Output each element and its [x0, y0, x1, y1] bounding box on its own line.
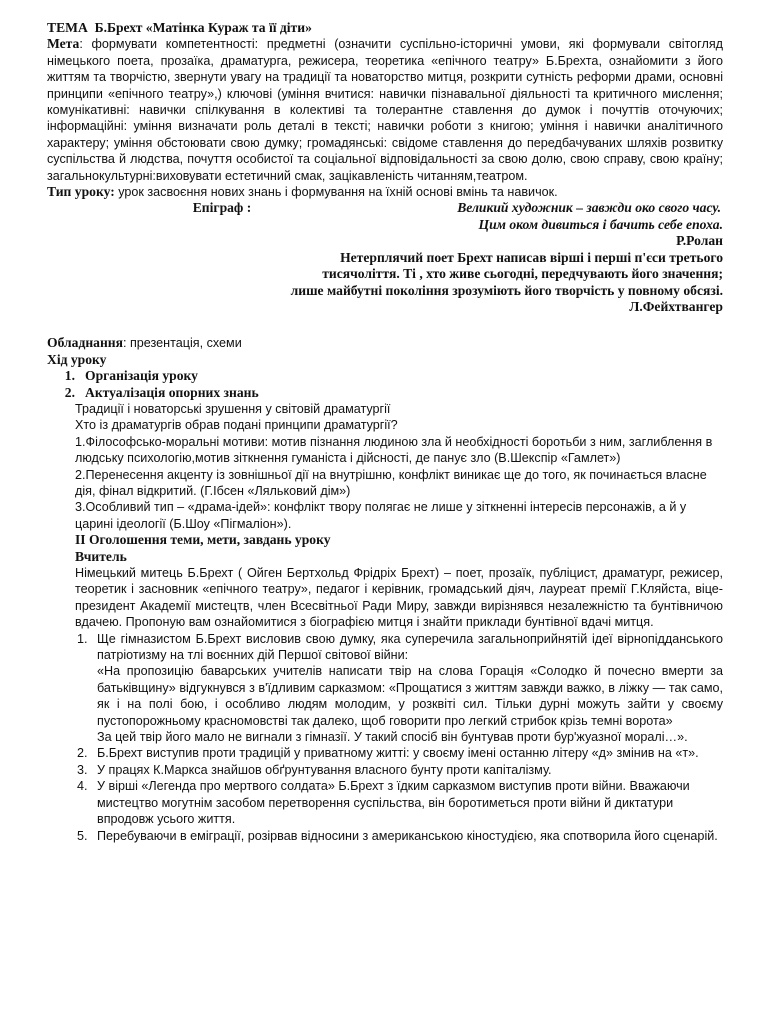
question-line: Хто із драматургів обрав подані принципи драматургії? [75, 418, 398, 433]
epigraph-quote2-line2: тисячоліття. Ті , хто живе сьогодні, передчувають його значення; [322, 266, 723, 282]
goal-text: : формувати компетентності: предметні (означити суспільно-історичні умови, які формували світогляд німецького поета, прозаїка, драматурга, режисера, теоретика «епічного театру» Б.Брехта, ознайомити з його життям та творчістю, звернути увагу на традиції та новаторство митця, розкрити сутність реформи драми, основні принципи «епічного театру»,) ключові (уміння вчитися: навички пізнавальної діяльності та критичного мислення; комунікативні: навички спілкування в колективі та толерантне ставлення до думок і почуттів оточуючих; інформаційні: уміння визначати роль деталі в тексті; навички роботи з книгою; уміння і навички аналітичного характеру; уміння обстоювати свою думку; громадянські: свідоме ставлення до передбачуваних шляхів розвитку суспільства й людства, почуття особистої та соціальної відповідальності за свою долю, свою справу, свою країну; загальнокультурні:виховувати естетичний смак, зацікавленість читанням,театром. [47, 37, 723, 183]
topic-line [47, 20, 723, 36]
fact-item: «На пропозицію баварських учителів написати твір на слова Горація «Солодко й почесно вмерти за батьківщину» відгукнувся з в'їдливим сарказмом: «Прощатися з життям завжди важко, в ліжку — так само, як і на полі бою, і особливо людям молодим, у розквіті сил. Тільки дурні можуть зайти у своєму пустопорожньому красномовстві так далеко, щоб говорити про легкий стрибок крізь темні ворота» [97, 664, 723, 728]
fact-item: За цей твір його мало не вигнали з гімназії. У такий спосіб він бунтував проти бур'жуазної моралі…». [97, 730, 688, 745]
tradition-line: Традиції і новаторські зрушення у світовій драматургії [75, 401, 391, 416]
fact-item: 5. Перебуваючи в еміграції, розірвав відносини з американською кіностудією, яка спотворила його сценарій. [77, 828, 718, 843]
teacher-label: Вчитель [75, 548, 127, 564]
fact-item: 4. У вірші «Легенда про мертвого солдата» Б.Брехт з їдким сарказмом виступив проти війни. Вважаючи мистецтво могутнім засобом перетворення суспільства, він боротиметься проти війни й диктатури впродовж усього життя. [77, 779, 690, 827]
section-2-heading: ІІ Оголошення теми, мети, завдань уроку [75, 532, 331, 548]
fact-item: 1. Ще гімназистом Б.Брехт висловив свою думку, яка суперечила загальноприйнятій ідеї вірнопідданського патріотизму на тлі воєнних дій Першої світової війни: [77, 631, 723, 663]
equipment-text: : презентація, схеми [122, 336, 242, 351]
lesson-heading: Хід уроку [47, 351, 107, 367]
facts-list [47, 631, 723, 844]
fact-item: 3. У працях К.Маркса знайшов обґрунтування власного бунту проти капіталізму. [77, 762, 552, 777]
epigraph-author1: Р.Ролан [676, 233, 723, 249]
principle-2: 2.Перенесення акценту із зовнішньої дії на внутрішню, конфлікт виникає ще до того, як починається власне дія, фінал відкритий. (Г.Ібсен «Ляльковий дім») [75, 467, 707, 498]
epigraph-author2: Л.Фейхтвангер [629, 298, 723, 314]
lesson-step: 2. Актуалізація опорних знань [64, 384, 259, 400]
lesson-steps [47, 368, 723, 401]
equipment-label: Обладнання [47, 335, 123, 351]
principle-1: 1.Філософсько-моральні мотиви: мотив пізнання людиною зла й необхідності боротьби з ним, заглиблення в людську психологію,мотив зіткнення гуманіста і дійсності, де панує зло (В.Шекспір «Гамлет») [75, 434, 713, 466]
actualization-block [47, 401, 723, 532]
principle-3: 3.Особливий тип – «драма-ідей»: конфлікт твору полягає не лише у зіткненні інтересів персонажів, а й у царині ідеології (Б.Шоу «Пігмаліон»). [75, 500, 687, 531]
lesson-type-label: Тип уроку: [47, 184, 115, 200]
goal-paragraph [47, 36, 723, 184]
epigraph-label: Епіграф : [192, 200, 252, 216]
topic-title: Б.Брехт «Матінка Кураж та її діти» [94, 20, 312, 35]
goal-label: Мета [47, 36, 80, 52]
equipment-line [47, 335, 723, 351]
epigraph-row [47, 200, 723, 216]
epigraph-quote2-line3: лише майбутні покоління зрозуміють його творчість у повному обсязі. [290, 282, 723, 298]
intro-paragraph: Німецький митець Б.Брехт ( Ойген Бертхольд Фрідріх Брехт) – поет, прозаїк, публіцист, драматург, режисер, теоретик і засновник «епічного театру», педагог і керівник, громадський діяч, лауреат премії Г.Кляйста, віце-президент Академії мистецтв, член Всесвітньої Ради Миру, завжди вирізнявся незалежністю та бунтівничою вдачею. Пропоную вам ознайомитися з біографією митця і знайти приклади бунтівної вдачі митця. [75, 566, 723, 630]
epigraph-quote2-line1: Нетерплячий поет Брехт написав вірші і перші п'єси третього [340, 249, 723, 265]
epigraph-quote1-line2: Цим оком дивиться і бачить себе епоха. [478, 216, 723, 232]
lesson-type [47, 184, 723, 200]
lesson-type-text: урок засвоєння нових знань і формування на їхній основі вмінь та навичок. [114, 185, 558, 200]
lesson-step: 1. Організація уроку [64, 368, 198, 384]
document-page [47, 20, 723, 844]
epigraph-quote1-line1: Великий художник – завжди око свого часу. [457, 200, 721, 216]
topic-label: ТЕМА [47, 20, 88, 35]
fact-item: 2. Б.Брехт виступив проти традицій у приватному житті: у своєму імені останню літеру «д» змінив на «т». [77, 746, 699, 761]
